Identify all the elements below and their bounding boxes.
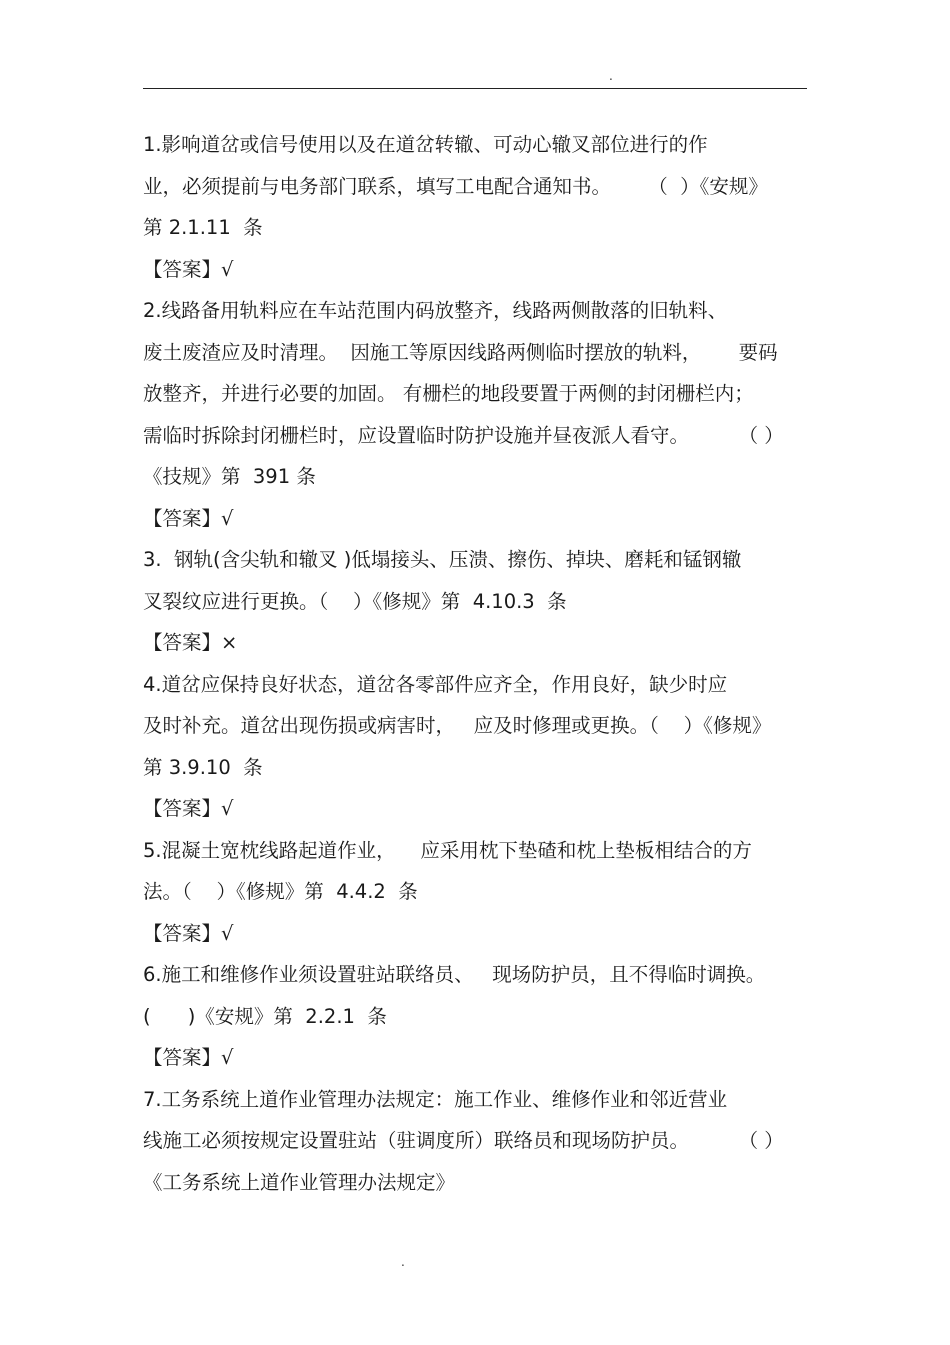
- answer-line: 【答案】√: [143, 921, 234, 945]
- question-text-line: 《工务系统上道作业管理办法规定》: [143, 1170, 456, 1194]
- question-text-line: 6.施工和维修作业须设置驻站联络员、 现场防护员，且不得临时调换。: [143, 963, 766, 986]
- question-text-line: 7.工务系统上道作业管理办法规定：施工作业、维修作业和邻近营业: [143, 1087, 728, 1111]
- answer-line: 【答案】√: [143, 257, 234, 281]
- question-item: [143, 290, 807, 539]
- question-item: [143, 954, 807, 1079]
- question-text-line: 线施工必须按规定设置驻站（驻调度所）联络员和现场防护员。 （ ）: [143, 1129, 784, 1152]
- answer-line: 【答案】√: [143, 1046, 234, 1069]
- question-text-line: 《技规》第 391 条: [143, 465, 316, 488]
- answer-line: 【答案】√: [143, 797, 234, 820]
- question-text-line: 1.影响道岔或信号使用以及在道岔转辙、可动心辙叉部位进行的作: [143, 133, 708, 156]
- answer-line: 【答案】×: [143, 631, 238, 654]
- question-text-line: 及时补充。道岔出现伤损或病害时， 应及时修理或更换。（ ）《修规》: [143, 714, 772, 737]
- question-text-line: 第 2.1.11 条: [143, 216, 263, 239]
- question-text-line: 业，必须提前与电务部门联系，填写工电配合通知书。 （ ）《安规》: [143, 174, 768, 198]
- footer-mark: .: [401, 1255, 405, 1269]
- question-item: [143, 830, 807, 955]
- header-mark: .: [609, 69, 613, 83]
- question-item: [143, 1079, 807, 1204]
- question-text-line: 放整齐，并进行必要的加固。 有栅栏的地段要置于两侧的封闭栅栏内；: [143, 382, 754, 405]
- question-text-line: 废土废渣应及时清理。 因施工等原因线路两侧临时摆放的轨料， 要码: [143, 340, 778, 364]
- question-text-line: 第 3.9.10 条: [143, 755, 263, 779]
- question-text-line: 需临时拆除封闭栅栏时，应设置临时防护设施并昼夜派人看守。 （ ）: [143, 423, 784, 447]
- question-item: [143, 664, 807, 830]
- question-text-line: 叉裂纹应进行更换。（ ）《修规》第 4.10.3 条: [143, 589, 567, 613]
- question-text-line: 法。（ ）《修规》第 4.4.2 条: [143, 880, 418, 903]
- question-item: [143, 124, 807, 290]
- answer-line: 【答案】√: [143, 506, 234, 530]
- question-text-line: 4.道岔应保持良好状态，道岔各零部件应齐全，作用良好，缺少时应: [143, 672, 728, 696]
- question-text-line: 2.线路备用轨料应在车站范围内码放整齐，线路两侧散落的旧轨料、: [143, 299, 728, 322]
- question-text-line: 3. 钢轨(含尖轨和辙叉 )低塌接头、压溃、擦伤、掉块、磨耗和锰钢辙: [143, 548, 742, 571]
- question-item: [143, 539, 807, 664]
- question-text-line: ( )《安规》第 2.2.1 条: [143, 1004, 387, 1028]
- question-list: [143, 124, 807, 1203]
- question-text-line: 5.混凝土宽枕线路起道作业， 应采用枕下垫碴和枕上垫板相结合的方: [143, 838, 752, 862]
- header-rule: [143, 88, 807, 89]
